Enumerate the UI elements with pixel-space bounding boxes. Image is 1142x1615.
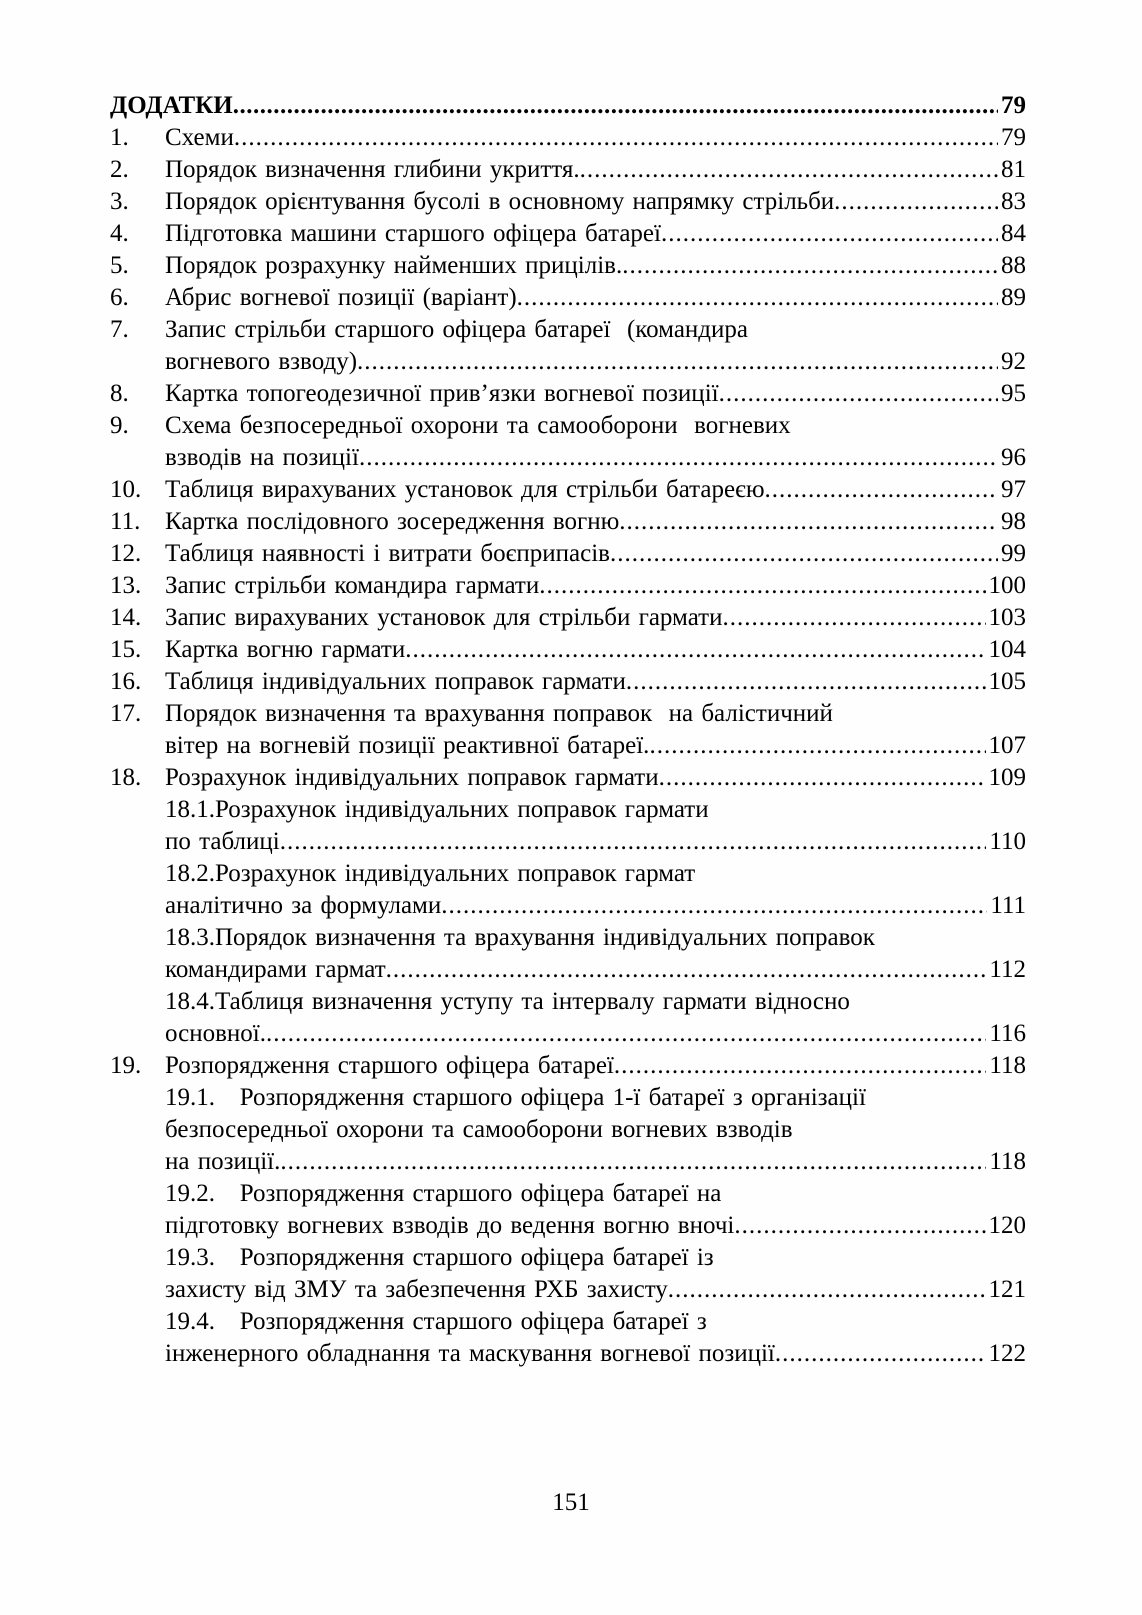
toc-entry-text: Абрис вогневої позиції (варіант) <box>165 284 517 311</box>
toc-entry-text: Порядок орієнтування бусолі в основному напрямку стрільби <box>165 188 835 215</box>
toc-entry-text: 18.2.Розрахунок індивідуальних поправок гармат <box>165 860 696 887</box>
toc-entry-number: 4. <box>110 220 129 247</box>
toc-entry-line <box>165 506 1026 538</box>
toc-entry-line <box>165 1082 1026 1114</box>
toc-entry-page-number: 88 <box>1001 252 1026 279</box>
toc-entry-page-number: 83 <box>1001 188 1026 215</box>
toc-entry-line <box>165 410 1026 442</box>
toc-entry <box>110 1306 1026 1370</box>
toc-entry-text: на позиції. <box>165 1148 281 1175</box>
toc-entry <box>110 474 1026 506</box>
dot-leader <box>668 1274 986 1306</box>
toc-entry-body <box>165 602 1026 634</box>
toc-entry-line <box>165 794 1026 826</box>
dot-leader <box>765 474 998 506</box>
page-footer <box>0 1487 1142 1519</box>
toc-entry-number: 6. <box>110 284 129 311</box>
toc-entry-text: Картка вогню гармати <box>165 636 406 663</box>
toc-entry-line <box>165 730 1026 762</box>
toc-entry-body <box>165 410 1026 474</box>
toc-entry-text: Схеми <box>165 124 234 151</box>
toc-entry <box>110 634 1026 666</box>
toc-entry-line <box>165 986 1026 1018</box>
toc-entry <box>110 538 1026 570</box>
toc-entry-line <box>165 1050 1026 1082</box>
toc-entry-number: 12. <box>110 540 142 567</box>
toc-entry-body <box>165 154 1026 186</box>
toc-entry-text: Таблиця наявності і витрати боєприпасів <box>165 540 610 567</box>
dot-leader <box>614 1050 987 1082</box>
toc-entry <box>110 666 1026 698</box>
toc-header-page-number: 79 <box>1001 92 1026 119</box>
toc-entry-text: Запис стрільби старшого офіцера батареї (командира <box>165 316 748 343</box>
toc-entry-body <box>165 186 1026 218</box>
toc-entry-line <box>165 1274 1026 1306</box>
dot-leader <box>280 826 987 858</box>
toc-entry-number: 10. <box>110 476 142 503</box>
toc-entry-number <box>110 986 165 1050</box>
dot-leader <box>722 602 985 634</box>
toc-entry-line <box>165 698 1026 730</box>
dot-leader <box>734 1210 985 1242</box>
dot-leader <box>405 634 985 666</box>
toc-entry-page-number: 100 <box>988 572 1026 599</box>
toc-entry-line <box>165 954 1026 986</box>
toc-entry-text: вогневого взводу) <box>165 348 358 375</box>
toc-entry-page-number: 92 <box>1001 348 1026 375</box>
toc-entry-line <box>165 602 1026 634</box>
toc-entry-line <box>165 346 1026 378</box>
toc-entry-number: 1. <box>110 124 129 151</box>
toc-entry-body <box>165 986 1026 1050</box>
toc-entry <box>110 762 1026 794</box>
toc-entry-page-number: 79 <box>1001 124 1026 151</box>
toc-entry-body <box>165 218 1026 250</box>
toc-entry-page-number: 112 <box>989 956 1026 983</box>
toc-entry-page-number: 118 <box>989 1148 1026 1175</box>
toc-entry <box>110 506 1026 538</box>
toc-entry-line <box>165 858 1026 890</box>
toc-entry-text: Підготовка машини старшого офіцера батареї <box>165 220 661 247</box>
toc-entry-body <box>165 1306 1026 1370</box>
toc-entry-number: 3. <box>110 188 129 215</box>
toc-entry-line <box>165 890 1026 922</box>
toc-entry-line <box>165 122 1026 154</box>
toc-header-row <box>110 90 1026 122</box>
toc-entry-number: 2. <box>110 156 129 183</box>
toc-entry <box>110 698 1026 762</box>
toc-entry <box>110 122 1026 154</box>
toc-entry-text: Таблиця індивідуальних поправок гармати <box>165 668 626 695</box>
toc-entry-text: безпосередньої охорони та самооборони вогневих взводів <box>165 1116 793 1143</box>
toc-entry-body <box>165 1178 1026 1242</box>
dot-leader <box>619 506 998 538</box>
toc-entry-page-number: 111 <box>990 892 1026 919</box>
toc-entry-body <box>165 858 1026 922</box>
toc-entry-body <box>165 1082 1026 1178</box>
toc-entry-line <box>165 826 1026 858</box>
toc-entry-page-number: 97 <box>1001 476 1026 503</box>
toc-entry-body <box>165 762 1026 794</box>
toc-entry-line <box>165 538 1026 570</box>
toc-entry-line <box>165 634 1026 666</box>
toc-entry-text: командирами гармат <box>165 956 386 983</box>
toc-entry-page-number: 118 <box>989 1052 1026 1079</box>
dot-leader <box>539 570 985 602</box>
toc-entry-text: взводів на позиції <box>165 444 359 471</box>
toc-entry-number: 19. <box>110 1052 142 1079</box>
toc-entry-number: 13. <box>110 572 142 599</box>
toc-entry-body <box>165 1050 1026 1082</box>
toc-entry-page-number: 109 <box>988 764 1026 791</box>
toc-entry-number: 9. <box>110 412 129 439</box>
toc-entry-page-number: 110 <box>989 828 1026 855</box>
toc-entry-number: 7. <box>110 316 129 343</box>
toc-entry-line <box>165 474 1026 506</box>
toc-entry-text: основної. <box>165 1020 266 1047</box>
toc-entry <box>110 250 1026 282</box>
toc-entry-number <box>110 1178 165 1242</box>
toc-entry <box>110 282 1026 314</box>
toc-entry-line <box>165 378 1026 410</box>
dot-leader <box>626 666 986 698</box>
toc-entry-body <box>165 666 1026 698</box>
toc-entry-page-number: 121 <box>988 1276 1026 1303</box>
toc-entry-number: 16. <box>110 668 142 695</box>
toc-entry-body <box>165 570 1026 602</box>
toc-entry-body <box>165 314 1026 378</box>
toc-entry-line <box>165 442 1026 474</box>
toc-entry-body <box>165 282 1026 314</box>
dot-leader <box>386 954 987 986</box>
toc-entry-page-number: 104 <box>988 636 1026 663</box>
toc-entry-page-number: 105 <box>988 668 1026 695</box>
dot-leader <box>719 378 998 410</box>
dot-leader <box>233 90 998 122</box>
toc-entry-body <box>165 922 1026 986</box>
toc-entry-body <box>165 250 1026 282</box>
toc-entry-text: Картка топогеодезичної прив’язки вогневої позиції <box>165 380 719 407</box>
toc-entry <box>110 186 1026 218</box>
toc-entry <box>110 986 1026 1050</box>
toc-entry-text: 18.3.Порядок визначення та врахування індивідуальних поправок <box>165 924 875 951</box>
toc-entry-text: Порядок визначення та врахування поправок на балістичний <box>165 700 833 727</box>
dot-leader <box>357 346 998 378</box>
toc-entry-page-number: 89 <box>1001 284 1026 311</box>
toc-entry-page-number: 120 <box>988 1212 1026 1239</box>
dot-leader <box>610 538 998 570</box>
toc-entry-line <box>165 218 1026 250</box>
toc-entry-line <box>165 1210 1026 1242</box>
toc-entry-text: підготовку вогневих взводів до ведення вогню вночі <box>165 1212 735 1239</box>
page-number: 151 <box>552 1489 590 1516</box>
toc-entry-text: 19.4. Розпорядження старшого офіцера батареї з <box>165 1308 707 1335</box>
toc-entry <box>110 154 1026 186</box>
toc-entry-text: 19.3. Розпорядження старшого офіцера батареї із <box>165 1244 714 1271</box>
toc-entry-line <box>165 1178 1026 1210</box>
toc-entry-line <box>165 922 1026 954</box>
toc-entry <box>110 602 1026 634</box>
toc-entry-text: 18.4.Таблиця визначення уступу та інтервалу гармати відносно <box>165 988 850 1015</box>
toc-entry-line <box>165 570 1026 602</box>
toc-entry-text: захисту від ЗМУ та забезпечення РХБ захисту <box>165 1276 668 1303</box>
toc-entry-number: 17. <box>110 700 142 727</box>
toc-entry-body <box>165 1242 1026 1306</box>
toc-entry-text: аналітично за формулами <box>165 892 442 919</box>
toc-entry-number <box>110 858 165 922</box>
dot-leader <box>659 762 986 794</box>
toc-entry-line <box>165 186 1026 218</box>
toc-entry-body <box>165 474 1026 506</box>
toc-entry-body <box>165 506 1026 538</box>
toc-entry-number <box>110 1082 165 1178</box>
dot-leader <box>649 730 985 762</box>
toc-entry-line <box>165 666 1026 698</box>
toc-entry-text: Розпорядження старшого офіцера батареї <box>165 1052 614 1079</box>
toc-entry-text: Таблиця вирахуваних установок для стрільби батареєю <box>165 476 765 503</box>
toc-entry-page-number: 99 <box>1001 540 1026 567</box>
toc-entry-text: 19.1. Розпорядження старшого офіцера 1-ї батареї з організації <box>165 1084 866 1111</box>
toc-entry <box>110 570 1026 602</box>
toc-entry-line <box>165 1306 1026 1338</box>
toc-entry-list <box>110 122 1026 1370</box>
toc-entry <box>110 1082 1026 1178</box>
toc-entry-page-number: 81 <box>1001 156 1026 183</box>
toc-entry-page-number: 96 <box>1001 444 1026 471</box>
toc-entry-body <box>165 538 1026 570</box>
toc-entry-line <box>165 282 1026 314</box>
dot-leader <box>234 122 998 154</box>
toc-entry-number: 18. <box>110 764 142 791</box>
toc-entry-text: Картка послідовного зосередження вогню <box>165 508 620 535</box>
table-of-contents <box>110 90 1026 1370</box>
toc-entry-page-number: 84 <box>1001 220 1026 247</box>
toc-entry-text: Запис вирахуваних установок для стрільби гармати <box>165 604 723 631</box>
toc-entry <box>110 1242 1026 1306</box>
toc-entry-line <box>165 1338 1026 1370</box>
toc-entry-text: 18.1.Розрахунок індивідуальних поправок гармати <box>165 796 709 823</box>
toc-entry <box>110 218 1026 250</box>
toc-entry-text: Розрахунок індивідуальних поправок гармати <box>165 764 659 791</box>
toc-entry <box>110 378 1026 410</box>
dot-leader <box>661 218 998 250</box>
toc-entry-text: Схема безпосередньої охорони та самооборони вогневих <box>165 412 791 439</box>
toc-entry-body <box>165 378 1026 410</box>
toc-entry-number <box>110 1242 165 1306</box>
dot-leader <box>775 1338 986 1370</box>
toc-entry-line <box>165 154 1026 186</box>
toc-entry-line <box>165 762 1026 794</box>
toc-entry-page-number: 107 <box>988 732 1026 759</box>
toc-header-label: ДОДАТКИ <box>110 92 233 119</box>
toc-entry-text: вітер на вогневій позиції реактивної батареї. <box>165 732 650 759</box>
toc-entry-body <box>165 698 1026 762</box>
toc-entry <box>110 314 1026 378</box>
toc-entry <box>110 858 1026 922</box>
toc-entry <box>110 922 1026 986</box>
toc-entry-page-number: 95 <box>1001 380 1026 407</box>
toc-entry-number: 8. <box>110 380 129 407</box>
toc-entry <box>110 1050 1026 1082</box>
toc-entry-number: 11. <box>110 508 141 535</box>
toc-entry-page-number: 116 <box>989 1020 1026 1047</box>
toc-entry-page-number: 122 <box>988 1340 1026 1367</box>
toc-entry-text: Запис стрільби командира гармати <box>165 572 540 599</box>
toc-entry-number <box>110 922 165 986</box>
dot-leader <box>580 154 998 186</box>
toc-entry-text: Порядок розрахунку найменших прицілів. <box>165 252 623 279</box>
dot-leader <box>517 282 998 314</box>
toc-entry-text: по таблиці <box>165 828 280 855</box>
toc-entry-number <box>110 1306 165 1370</box>
toc-entry <box>110 1178 1026 1242</box>
dot-leader <box>280 1146 986 1178</box>
toc-entry-number: 15. <box>110 636 142 663</box>
toc-entry-text: 19.2. Розпорядження старшого офіцера батареї на <box>165 1180 722 1207</box>
dot-leader <box>834 186 998 218</box>
toc-entry-page-number: 103 <box>988 604 1026 631</box>
toc-entry-line <box>165 1018 1026 1050</box>
toc-entry <box>110 410 1026 474</box>
dot-leader <box>266 1018 986 1050</box>
dot-leader <box>441 890 987 922</box>
toc-entry-text: Порядок визначення глибини укриття. <box>165 156 580 183</box>
toc-entry-line <box>165 1242 1026 1274</box>
toc-entry-body <box>165 122 1026 154</box>
toc-entry-line <box>165 314 1026 346</box>
toc-entry-page-number: 98 <box>1001 508 1026 535</box>
dot-leader <box>622 250 998 282</box>
toc-entry-body <box>165 634 1026 666</box>
toc-entry-number: 14. <box>110 604 142 631</box>
toc-entry-line <box>165 250 1026 282</box>
toc-entry-text: інженерного обладнання та маскування вогневої позиції <box>165 1340 775 1367</box>
toc-entry-number <box>110 794 165 858</box>
toc-entry-line <box>165 1114 1026 1146</box>
toc-entry-line <box>165 1146 1026 1178</box>
toc-entry <box>110 794 1026 858</box>
dot-leader <box>359 442 998 474</box>
toc-entry-body <box>165 794 1026 858</box>
toc-entry-number: 5. <box>110 252 129 279</box>
